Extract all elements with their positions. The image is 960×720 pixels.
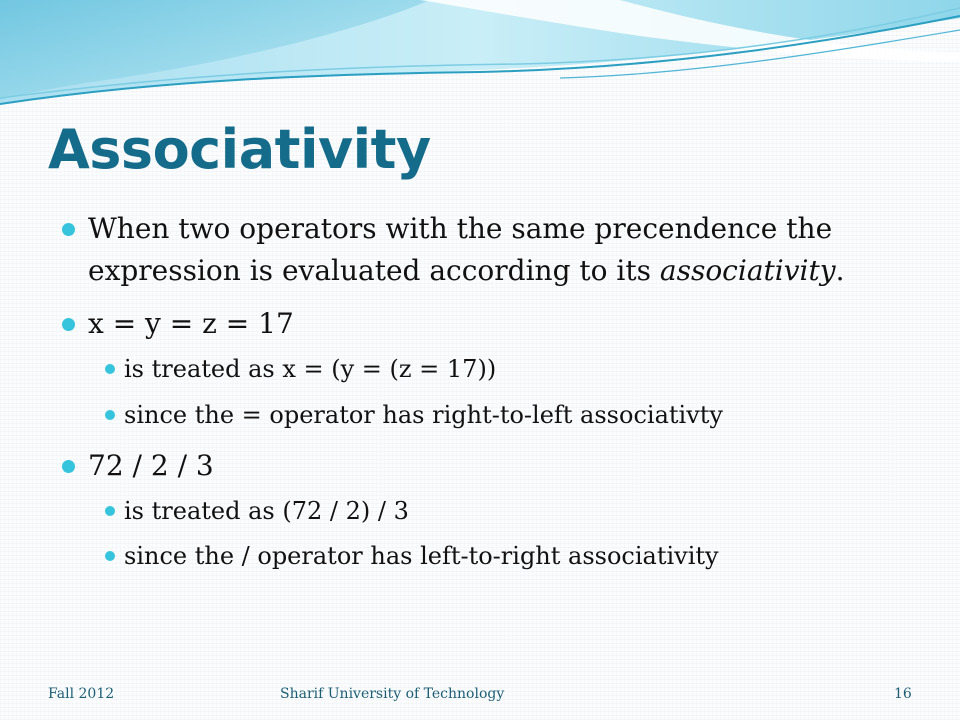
sub-bullet-assignment-treated: is treated as x = (y = (z = 17)) [0, 351, 960, 387]
bullet-text: When two operators with the same precendence the expression is evaluated according to its [88, 212, 833, 287]
footer-institution: Sharif University of Technology [280, 686, 505, 702]
sub-bullet-division-reason: since the / operator has left-to-right associativity [0, 538, 960, 574]
sub-bullet-division-treated: is treated as (72 / 2) / 3 [0, 493, 960, 529]
bullet-associativity-definition [0, 208, 960, 292]
bullet-emphasis: associativity [659, 254, 836, 287]
footer-date: Fall 2012 [48, 686, 115, 702]
bullet-assignment-example: x = y = z = 17 [0, 303, 960, 345]
slide-title: Associativity [48, 118, 431, 181]
sub-bullet-assignment-reason: since the = operator has right-to-left associativty [0, 397, 960, 433]
bullet-division-example: 72 / 2 / 3 [0, 445, 960, 487]
bullet-text-end: . [835, 254, 845, 287]
footer-page-number: 16 [894, 686, 912, 702]
header-wave-decoration [0, 0, 960, 110]
